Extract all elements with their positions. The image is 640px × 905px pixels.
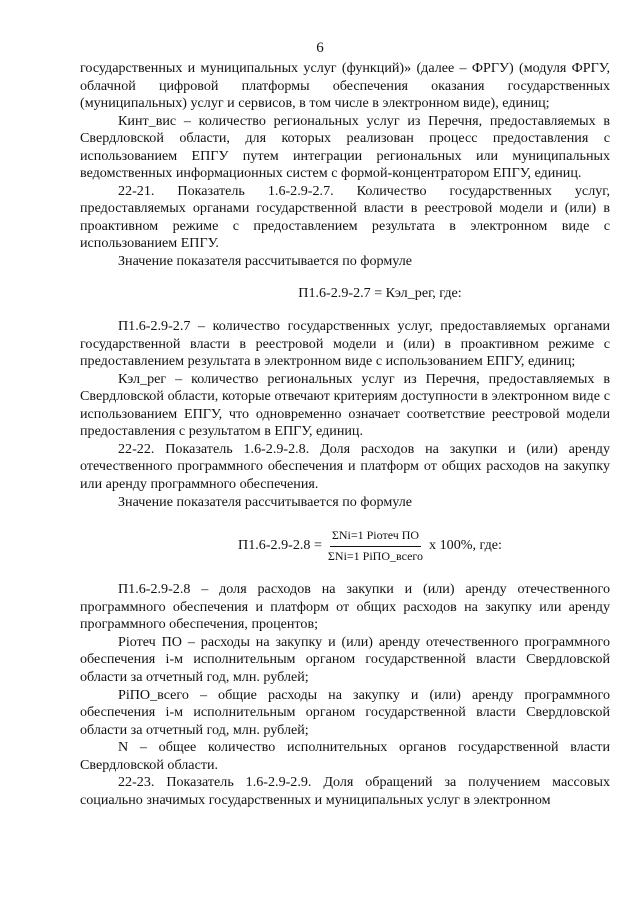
formula-intro-1: Значение показателя рассчитывается по формуле: [118, 253, 413, 270]
paragraph-intro: государственных и муниципальных услуг (функций)» (далее – ФРГУ) (модуля ФРГУ, облачной цифровой платформы обеспечения оказания государственных (муниципальных) услуг и сервисов, в том числе в электронном виде), единиц;: [80, 60, 610, 112]
definition-k-int-vis: [80, 113, 610, 183]
definition-k-int-vis-text: – количество региональных услуг из Перечня, предоставляемых в Свердловской области, для которых реализован процесс предоставления с использованием ЕПГУ путем интеграции региональных или муниципальных ведомственных информационных систем с формой-концентратором ЕПГУ, единиц.: [80, 112, 610, 182]
symbol-k-int-vis: Кинт_вис: [118, 112, 177, 129]
section-22-23: 22-23. Показатель 1.6-2.9-2.9. Доля обращений за получением массовых социально значимых государственных и муниципальных услуг в электронном: [80, 774, 610, 808]
formula-2-fraction: [326, 527, 425, 565]
definition-p-otech: [80, 634, 610, 687]
symbol-p-otech: Piотеч ПО: [118, 633, 182, 650]
formula-2-lhs: П1.6-2.9-2.8 =: [238, 537, 322, 554]
formula-2: [80, 527, 610, 565]
formula-2-denominator: ΣNi=1 PiПО_всего: [327, 548, 424, 563]
definition-n: N – общее количество исполнительных органов государственной власти Свердловской области.: [80, 739, 610, 773]
formula-2-numerator: ΣNi=1 Piотеч ПО: [330, 527, 421, 547]
section-22-21: 22-21. Показатель 1.6-2.9-2.7. Количество государственных услуг, предоставляемых органами государственной власти в реестровой модели и (или) в проактивном режиме с предоставлением результата в электронном виде с использованием ЕПГУ.: [80, 182, 610, 252]
formula-2-rhs: x 100%, где:: [429, 537, 502, 554]
symbol-p-vsego: PiПО_всего: [118, 686, 189, 703]
definition-p-2-7: П1.6-2.9-2.7 – количество государственных услуг, предоставляемых органами государственной власти в реестровой модели и (или) в проактивном режиме с предоставлением результата в электронном виде с использованием ЕПГУ, единиц;: [80, 318, 610, 370]
definition-p-2-8: П1.6-2.9-2.8 – доля расходов на закупки и (или) аренду отечественного программного обеспечения и платформ от общих расходов на закупку или аренду программного обеспечения, процентов;: [80, 581, 610, 633]
symbol-k-el-reg: Кэл_рег: [118, 370, 167, 387]
definition-p-vsego-text: – общие расходы на закупку и (или) аренду программного обеспечения i-м исполнительным органом государственной власти Свердловской области за отчетный год, млн. рублей;: [80, 686, 610, 738]
definition-k-el-reg: [80, 371, 610, 441]
formula-intro-2: Значение показателя рассчитывается по формуле: [118, 493, 413, 510]
page-number: 6: [316, 40, 324, 56]
formula-1: П1.6-2.9-2.7 = Кэл_рег, где:: [298, 284, 462, 301]
section-22-22: 22-22. Показатель 1.6-2.9-2.8. Доля расходов на закупки и (или) аренду отечественного программного обеспечения и платформ от общих расходов на закупку или аренду программного обеспечения.: [80, 440, 610, 493]
document-body: [80, 60, 610, 809]
definition-k-el-reg-text: – количество региональных услуг из Перечня, предоставляемых в Свердловской области, которые отвечают критериям доступности в электронном виде с использованием ЕПГУ, что одновременно означает соответствие реестровой модели предоставления с результатом в ЕПГУ, единиц.: [80, 370, 610, 440]
definition-p-otech-text: – расходы на закупку и (или) аренду отечественного программного обеспечения i-м исполнительным органом государственной власти Свердловской области за отчетный год, млн. рублей;: [80, 633, 610, 685]
definition-p-vsego: [80, 687, 610, 740]
